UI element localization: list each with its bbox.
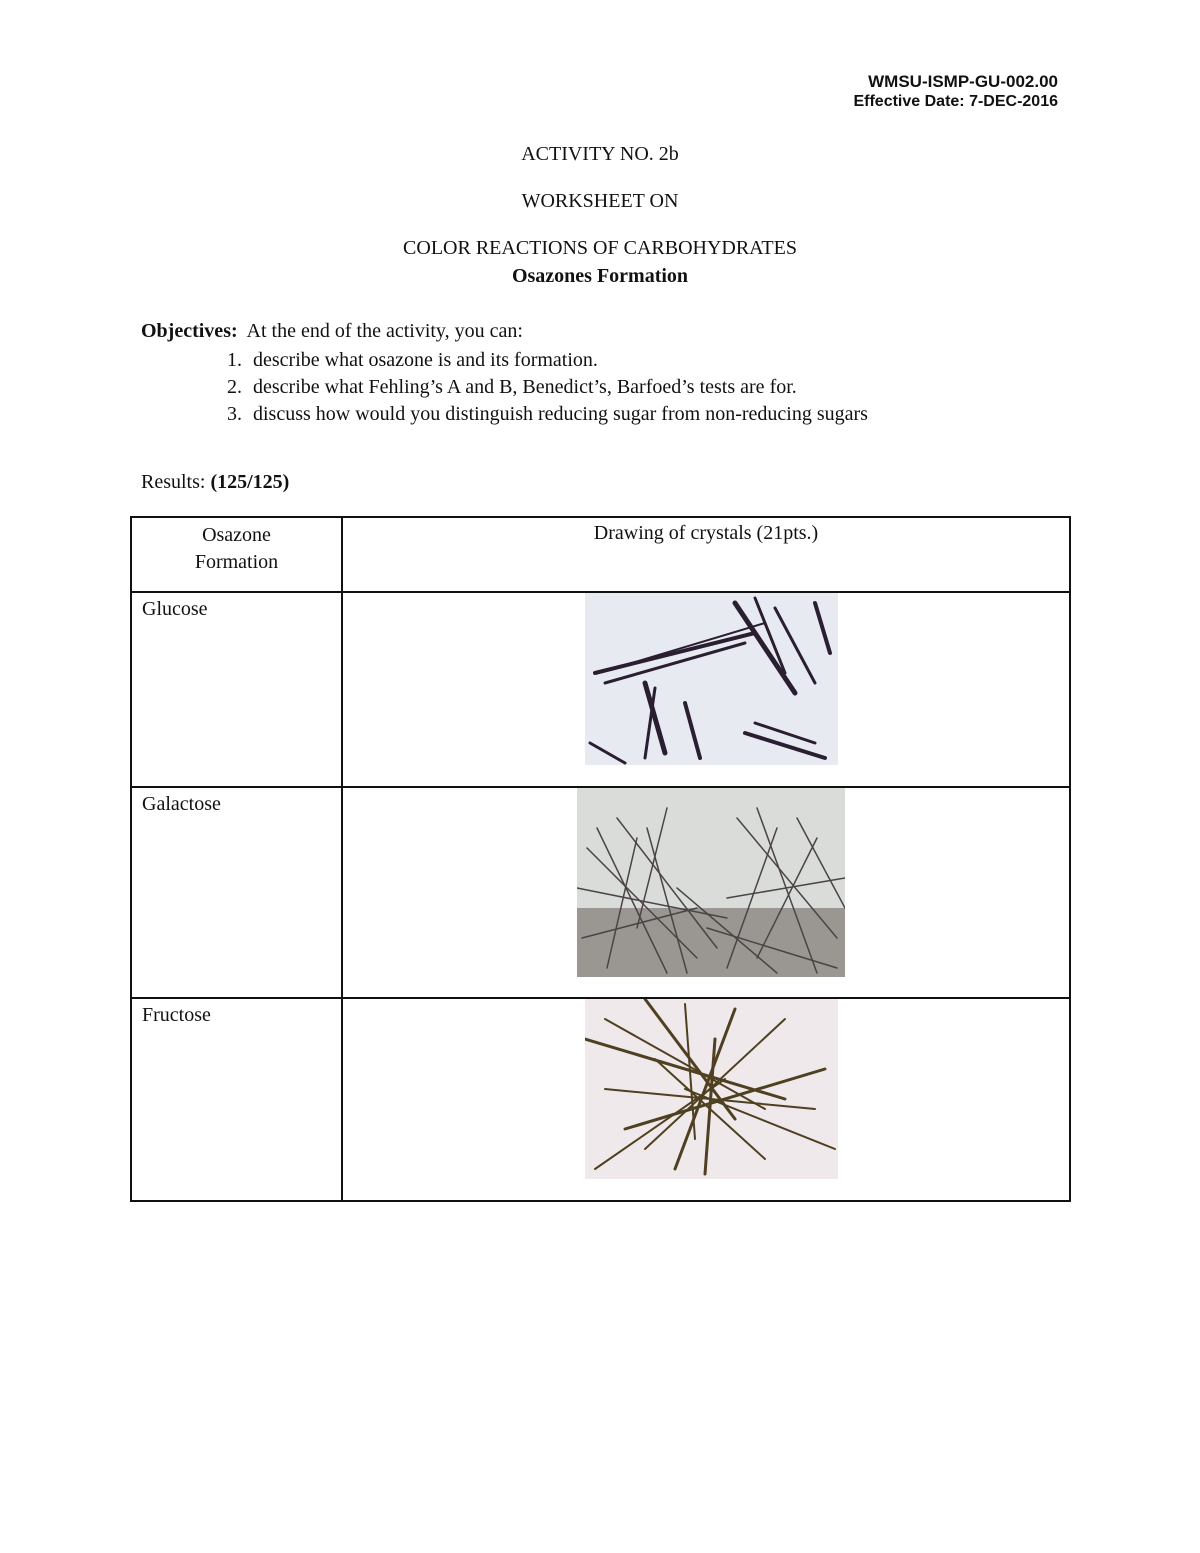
effective-date: Effective Date: 7-DEC-2016 <box>853 93 1058 110</box>
sugar-label-glucose: Glucose <box>131 592 342 787</box>
topic-title: COLOR REACTIONS OF CARBOHYDRATES <box>403 237 797 259</box>
results-score: (125/125) <box>210 471 290 493</box>
fructose-image-cell <box>342 998 1070 1201</box>
glucose-crystal-photo <box>585 593 838 765</box>
sugar-label-galactose: Galactose <box>131 787 342 998</box>
document-code-block <box>853 72 1058 112</box>
results-label: Results: <box>141 471 206 493</box>
worksheet-title: WORKSHEET ON <box>521 190 679 212</box>
table-row <box>131 998 1070 1201</box>
galactose-crystal-photo <box>577 788 845 977</box>
subtopic-title: Osazones Formation <box>511 265 689 287</box>
table-header-row <box>131 517 1070 592</box>
galactose-image-cell <box>342 787 1070 998</box>
sugar-label-fructose: Fructose <box>131 998 342 1201</box>
objectives-intro: At the end of the activity, you can: <box>246 320 523 342</box>
objectives-heading <box>141 320 1091 343</box>
osazone-column-header: Osazone Formation <box>131 517 342 592</box>
results-line <box>141 471 289 494</box>
objective-item: 2. describe what Fehling’s A and B, Benedict’s, Barfoed’s tests are for. <box>247 374 1091 401</box>
objectives-list <box>141 347 1091 428</box>
crystal-drawing-column-header: Drawing of crystals (21pts.) <box>342 517 1070 592</box>
osazone-results-table <box>130 516 1071 1202</box>
objectives-section <box>141 320 1091 428</box>
activity-title: ACTIVITY NO. 2b <box>521 143 679 165</box>
objective-item: 3. discuss how would you distinguish reducing sugar from non-reducing sugars <box>247 401 1091 428</box>
glucose-image-cell <box>342 592 1070 787</box>
table-row <box>131 592 1070 787</box>
table-row <box>131 787 1070 998</box>
fructose-crystal-photo <box>585 999 838 1179</box>
objectives-label: Objectives: <box>141 320 238 342</box>
document-code: WMSU-ISMP-GU-002.00 <box>868 72 1058 91</box>
objective-item: 1. describe what osazone is and its formation. <box>247 347 1091 374</box>
